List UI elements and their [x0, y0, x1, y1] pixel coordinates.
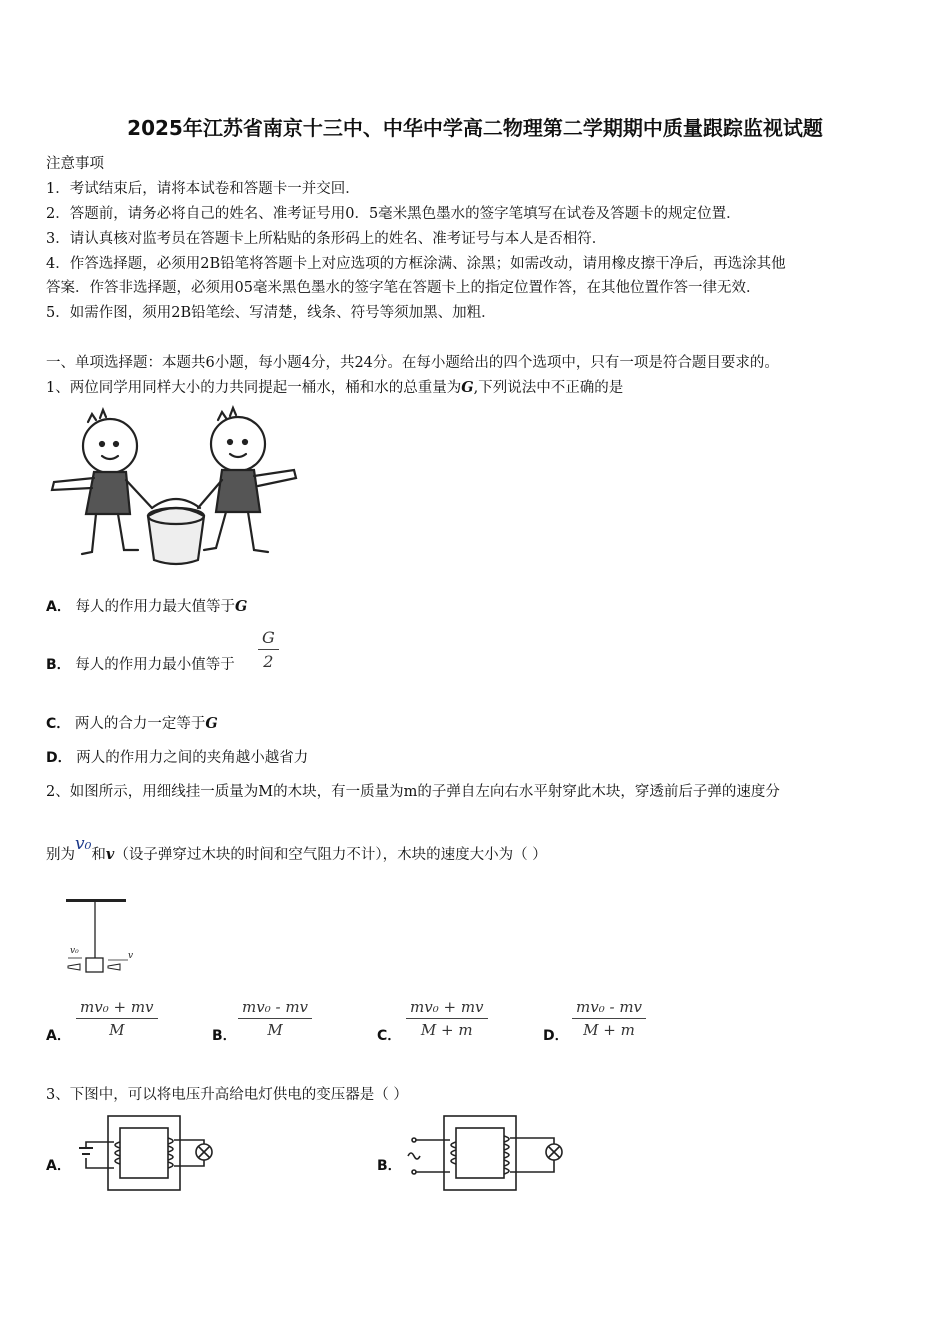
q1-option-d[interactable] [46, 746, 308, 767]
q2-v-symbol: v [105, 846, 115, 863]
q2-v0-symbol: v₀ [75, 834, 92, 854]
q1-stem-var: G [461, 379, 474, 396]
q2-choice-b-label[interactable]: B． [212, 1028, 237, 1044]
transformer-ac-source-diagram [404, 1112, 570, 1194]
q2-choice-d-fraction [572, 998, 646, 1039]
fig-v-label: v [128, 951, 134, 961]
question-2-stem-continued [46, 834, 547, 864]
q2-choice-a-fraction [76, 998, 158, 1039]
q1-option-b[interactable] [46, 653, 235, 674]
fraction-denominator: M + m [583, 1021, 635, 1039]
q1-option-a[interactable] [46, 595, 247, 616]
notice-item: 4．作答选择题，必须用2B铅笔将答题卡上对应选项的方框涂满、涂黑；如需改动，请用橡皮擦干净后，再选涂其他 [46, 256, 786, 272]
notice-item: 2．答题前，请务必将自己的姓名、准考证号用0．5毫米黑色墨水的签字笔填写在试卷及答题卡的规定位置． [46, 206, 741, 222]
q2-choice-c-label[interactable]: C． [377, 1028, 402, 1044]
fraction-numerator: mv₀ + mv [406, 998, 488, 1019]
q2-stem-pre: 别为 [46, 847, 75, 863]
q2-stem-tail: （设子弹穿过木块的时间和空气阻力不计），木块的速度大小为（ ） [114, 847, 547, 863]
two-kids-lifting-bucket-illustration [48, 404, 300, 570]
fraction-denominator: M [109, 1021, 125, 1039]
question-1-stem [46, 376, 623, 397]
q2-choice-b-fraction [238, 998, 312, 1039]
hanging-block-bullet-diagram [62, 896, 138, 980]
option-text: 每人的作用力最小值等于 [75, 657, 235, 673]
q2-stem-and: 和 [91, 847, 106, 863]
q3-choice-b-label[interactable]: B． [377, 1158, 402, 1174]
q1-option-c[interactable] [46, 712, 218, 733]
option-text: 每人的作用力最大值等于 [75, 599, 235, 615]
question-2-stem: 2、如图所示，用细线挂一质量为M的木块，有一质量为m的子弹自左向右水平射穿此木块，穿透前后子弹的速度分 [46, 784, 780, 800]
fraction-numerator: mv₀ - mv [238, 998, 312, 1019]
option-text: 两人的作用力之间的夹角越小越省力 [76, 750, 309, 766]
section-heading: 一、单项选择题：本题共6小题，每小题4分，共24分。在每小题给出的四个选项中，只有一项是符合题目要求的。 [46, 355, 779, 371]
option-label: A． [46, 599, 71, 615]
option-text: 两人的合力一定等于 [74, 716, 206, 732]
notice-item: 5．如需作图，须用2B铅笔绘、写清楚，线条、符号等须加黑、加粗． [46, 305, 496, 321]
option-label: C． [46, 716, 71, 732]
q1-stem-text: 1、两位同学用同样大小的力共同提起一桶水，桶和水的总重量为 [46, 380, 462, 396]
option-label: D． [46, 750, 72, 766]
q1-option-b-fraction [258, 628, 279, 671]
question-3-stem: 3、下图中，可以将电压升高给电灯供电的变压器是（ ） [46, 1087, 408, 1103]
option-var: G [234, 598, 248, 615]
q2-choice-d-label[interactable]: D． [543, 1028, 569, 1044]
q2-choice-c-fraction [406, 998, 488, 1039]
notice-item: 3．请认真核对监考员在答题卡上所粘贴的条形码上的姓名、准考证号与本人是否相符． [46, 231, 607, 247]
page-title: 2025年江苏省南京十三中、中华中学高二物理第二学期期中质量跟踪监视试题 [127, 116, 823, 140]
q1-stem-tail: ,下列说法中不正确的是 [473, 380, 624, 396]
fraction-numerator: G [258, 628, 279, 650]
fraction-denominator: M + m [420, 1021, 473, 1039]
option-var: G [205, 715, 218, 732]
q3-choice-a-label[interactable]: A． [46, 1158, 71, 1174]
fig-v0-label: v₀ [70, 946, 79, 956]
fraction-denominator: M [267, 1021, 283, 1039]
fraction-numerator: mv₀ - mv [572, 998, 646, 1019]
transformer-dc-battery-diagram [76, 1112, 222, 1194]
notice-heading: 注意事项 [46, 156, 104, 172]
notice-item: 1．考试结束后，请将本试卷和答题卡一并交回． [46, 181, 360, 197]
option-label: B． [46, 657, 71, 673]
fraction-numerator: mv₀ + mv [76, 998, 158, 1019]
notice-item: 答案．作答非选择题，必须用05毫米黑色墨水的签字笔在答题卡上的指定位置作答，在其他位置作答一律无效． [46, 280, 761, 296]
fraction-denominator: 2 [263, 652, 274, 671]
q2-choice-a-label[interactable]: A． [46, 1028, 71, 1044]
